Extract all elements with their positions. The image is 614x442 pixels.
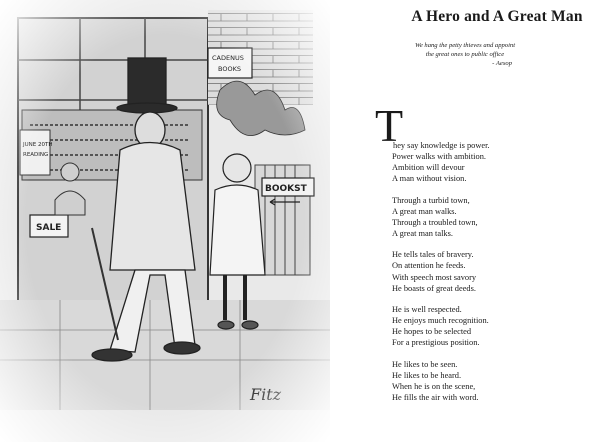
epigraph: [390, 41, 540, 68]
poem-line: hey say knowledge is power.: [393, 141, 490, 150]
stanza: [392, 140, 602, 184]
poem-line: A man without vision.: [392, 174, 467, 184]
poem-line: He boasts of great deeds.: [392, 283, 476, 293]
poem-line: He enjoys much recognition.: [392, 316, 489, 326]
epigraph-line: We hang the petty thieves and appoint: [414, 42, 516, 49]
poem-line: For a prestigious position.: [392, 338, 480, 348]
poem-line: Through a turbid town,: [392, 195, 470, 205]
poem-line: He likes to be seen.: [392, 359, 458, 369]
poem-line: He is well respected.: [392, 305, 462, 315]
poem-title: A Hero and A Great Man: [411, 8, 583, 25]
poem-line: On attention he feeds.: [392, 261, 466, 271]
stanza: [392, 195, 602, 239]
poem-line: Power walks with ambition.: [392, 152, 486, 162]
poem-body: [392, 140, 602, 413]
stanza: [392, 304, 602, 348]
poem-line: He hopes to be selected: [392, 327, 472, 337]
drop-cap: T: [375, 100, 404, 151]
epigraph-line: the great ones to public office: [425, 51, 505, 58]
poem-line: He likes to be heard.: [392, 370, 462, 380]
poem-line: He tells tales of bravery.: [392, 250, 474, 260]
poem-line: With speech most savory: [392, 272, 477, 282]
poem-line: Through a troubled town,: [392, 217, 478, 227]
poem-line: He fills the air with word.: [392, 392, 479, 402]
poem-line: A great man walks.: [392, 206, 457, 216]
stanza: [392, 359, 602, 403]
poem-line: A great man talks.: [392, 228, 453, 238]
stanza: [392, 249, 602, 293]
poem-line: Ambition will devour: [392, 163, 465, 173]
epigraph-author: - Aesop: [492, 60, 512, 67]
poem-line: When he is on the scene,: [392, 381, 476, 391]
poem-page: [330, 0, 614, 442]
